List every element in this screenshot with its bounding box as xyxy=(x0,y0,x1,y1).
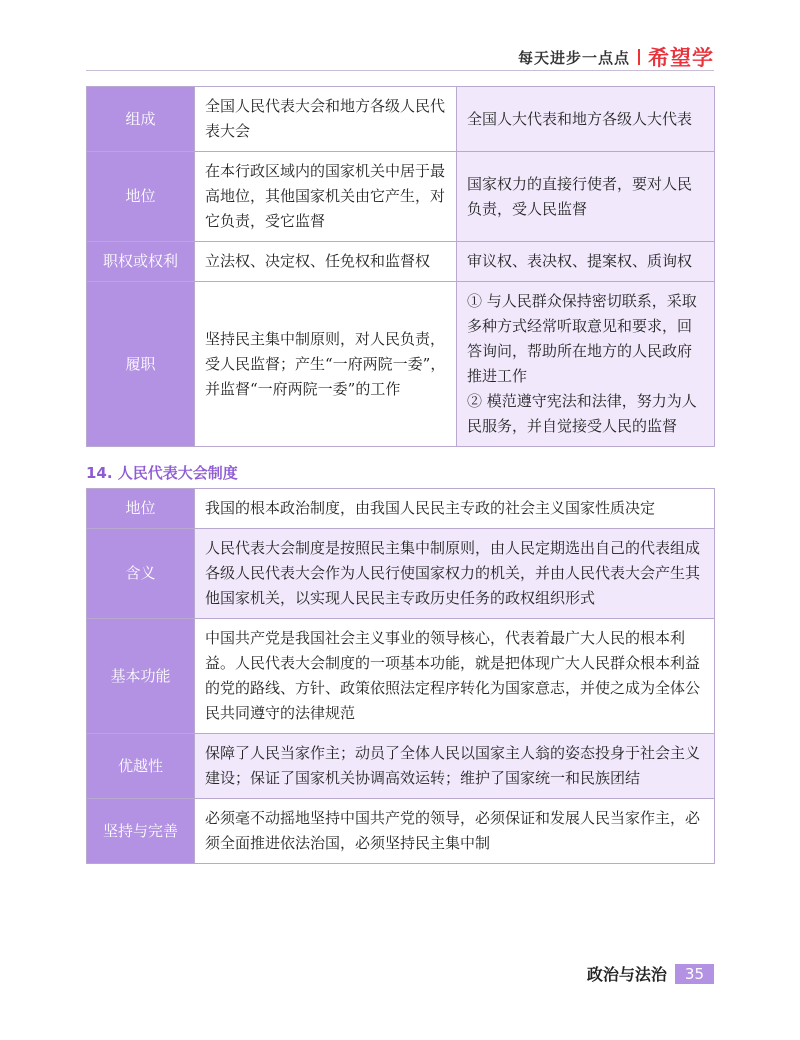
row-label: 职权或权利 xyxy=(87,242,195,282)
table-cell: 保障了人民当家作主；动员了全体人民以国家主人翁的姿态投身于社会主义建设；保证了国家机关协调高效运转；维护了国家统一和民族团结 xyxy=(195,734,715,799)
table-cell xyxy=(457,282,715,447)
table-cell: 审议权、表决权、提案权、质询权 xyxy=(457,242,715,282)
table-cell: 全国人民代表大会和地方各级人民代表大会 xyxy=(195,87,457,152)
row-label: 组成 xyxy=(87,87,195,152)
table-row xyxy=(87,282,715,447)
table-cell: 立法权、决定权、任免权和监督权 xyxy=(195,242,457,282)
row-label: 坚持与完善 xyxy=(87,799,195,864)
table-cell: 坚持民主集中制原则，对人民负责，受人民监督；产生“一府两院一委”，并监督“一府两院一委”的工作 xyxy=(195,282,457,447)
table-row xyxy=(87,734,715,799)
page-header xyxy=(518,42,714,72)
npc-deputies-table xyxy=(86,86,715,447)
table-row xyxy=(87,87,715,152)
table-cell: 人民代表大会制度是按照民主集中制原则，由人民定期选出自己的代表组成各级人民代表大会作为人民行使国家权力的机关，并由人民代表大会产生其他国家机关，以实现人民民主专政历史任务的政权组织形式 xyxy=(195,529,715,619)
row-label: 履职 xyxy=(87,282,195,447)
row-label: 基本功能 xyxy=(87,619,195,734)
row-label: 地位 xyxy=(87,489,195,529)
section-title: 14. 人民代表大会制度 xyxy=(86,464,238,482)
table-row xyxy=(87,619,715,734)
row-label: 含义 xyxy=(87,529,195,619)
table-cell: 在本行政区域内的国家机关中居于最高地位，其他国家机关由它产生，对它负责，受它监督 xyxy=(195,152,457,242)
table-row xyxy=(87,529,715,619)
table-cell: 国家权力的直接行使者，要对人民负责，受人民监督 xyxy=(457,152,715,242)
table-row xyxy=(87,489,715,529)
table-row xyxy=(87,242,715,282)
table-cell: 我国的根本政治制度，由我国人民民主专政的社会主义国家性质决定 xyxy=(195,489,715,529)
row-label: 地位 xyxy=(87,152,195,242)
duty-item: ① 与人民群众保持密切联系，采取多种方式经常听取意见和要求，回答询问，帮助所在地方的人民政府推进工作 xyxy=(467,292,697,385)
row-label: 优越性 xyxy=(87,734,195,799)
page-footer xyxy=(587,962,714,985)
page-number: 35 xyxy=(675,964,714,984)
table-cell: 中国共产党是我国社会主义事业的领导核心，代表着最广大人民的根本利益。人民代表大会制度的一项基本功能，就是把体现广大人民群众根本利益的党的路线、方针、政策依照法定程序转化为国家意志，并使之成为全体公民共同遵守的法律规范 xyxy=(195,619,715,734)
table-row xyxy=(87,799,715,864)
header-divider xyxy=(86,70,714,71)
brand-logo: 希望学 xyxy=(648,46,714,70)
header-slogan: 每天进步一点点 xyxy=(517,48,630,67)
table-row xyxy=(87,152,715,242)
table-cell: 全国人大代表和地方各级人大代表 xyxy=(457,87,715,152)
book-title: 政治与法治 xyxy=(586,965,667,984)
table-cell: 必须毫不动摇地坚持中国共产党的领导，必须保证和发展人民当家作主，必须全面推进依法治国，必须坚持民主集中制 xyxy=(195,799,715,864)
header-separator xyxy=(638,49,640,65)
duty-item: ② 模范遵守宪法和法律，努力为人民服务，并自觉接受人民的监督 xyxy=(467,392,697,435)
npc-system-table xyxy=(86,488,715,864)
